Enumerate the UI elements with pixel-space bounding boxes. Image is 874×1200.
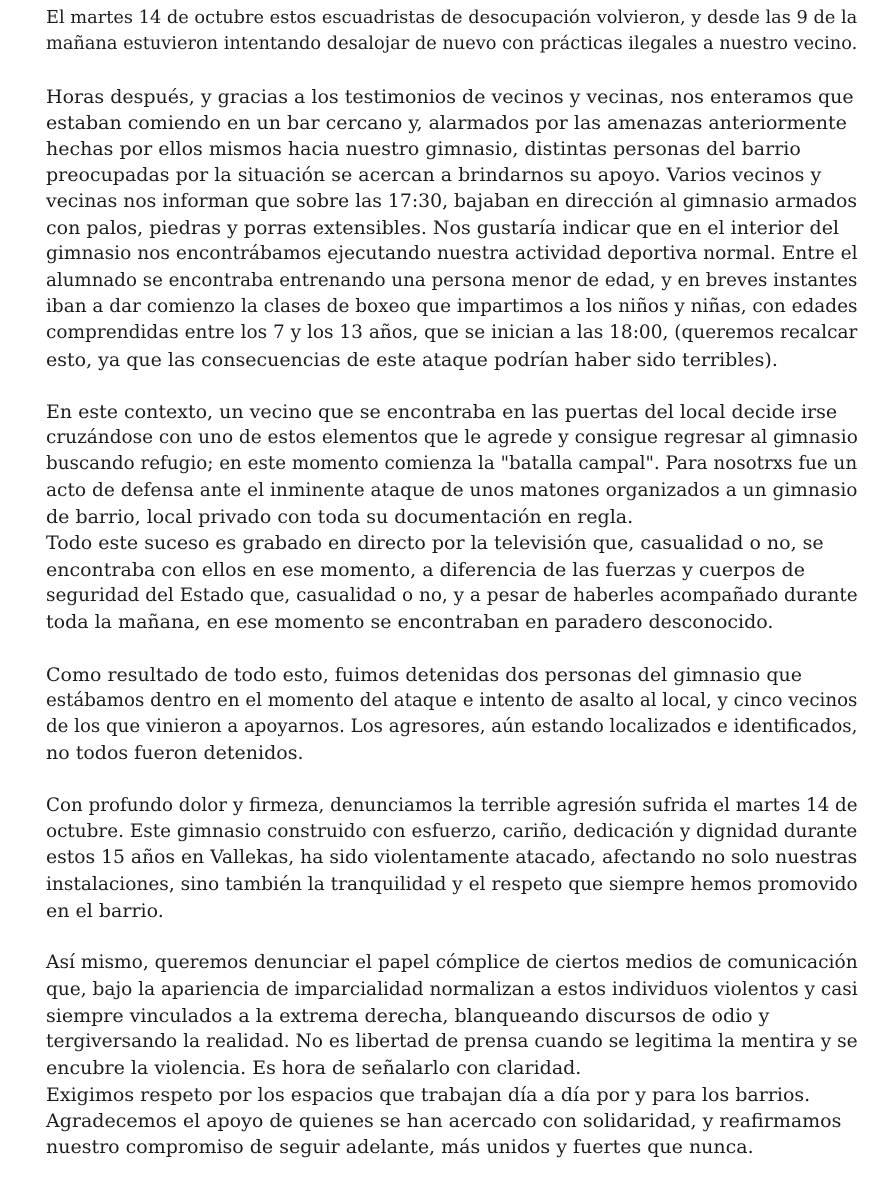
text-line: estábamos dentro en el momento del ataque e intento de asalto al local, y cinco vecinos [46, 689, 858, 711]
text-line: iban a dar comienzo la clases de boxeo que impartimos a los niños y niñas, con edades [46, 295, 858, 317]
paragraph-3 [46, 399, 862, 636]
text-line: Agradecemos el apoyo de quienes se han acercado con solidaridad, y reafirmamos [46, 1109, 842, 1132]
text-line: encubre la violencia. Es hora de señalarlo con claridad. [46, 1057, 582, 1080]
text-line: En este contexto, un vecino que se encontraba en las puertas del local decide irse [46, 400, 838, 423]
text-line: Como resultado de todo esto, fuimos detenidas dos personas del gimnasio que [46, 663, 802, 686]
text-line: encontraba con ellos en ese momento, a diferencia de las fuerzas y cuerpos de [46, 558, 805, 581]
paragraph-6 [46, 950, 862, 1160]
text-line: Horas después, y gracias a los testimonios de vecinos y vecinas, nos enteramos que [46, 85, 854, 108]
text-line: de barrio, local privado con toda su documentación en regla. [46, 506, 634, 529]
paragraph-4 [46, 662, 862, 767]
text-line: cruzándose con uno de estos elementos que le agrede y consigue regresar al gimnasio [46, 427, 858, 449]
text-line: nuestro compromiso de seguir adelante, más unidos y fuertes que nunca. [46, 1136, 754, 1159]
text-line: toda la mañana, en ese momento se encontraban en paradero desconocido. [46, 611, 774, 634]
text-line: mañana estuvieron intentando desalojar de nuevo con prácticas ilegales a nuestro vecino. [46, 34, 858, 55]
text-line: comprendidas entre los 7 y los 13 años, que se inician a las 18:00, (queremos recalcar [46, 322, 858, 344]
text-line: de los que vinieron a apoyarnos. Los agresores, aún estando localizados e identificados, [46, 716, 858, 738]
text-line: vecinas nos informan que sobre las 17:30, bajaban en dirección al gimnasio armados [46, 190, 857, 212]
text-line: buscando refugio; en este momento comienza la "batalla campal". Para nosotrxs fue un [46, 453, 858, 475]
text-line: acto de defensa ante el inminente ataque de unos matones organizados a un gimnasio [46, 479, 858, 501]
text-line: no todos fueron detenidos. [46, 742, 304, 765]
text-line: Así mismo, queremos denunciar el papel cómplice de ciertos medios de comunicación [46, 952, 858, 974]
text-line: en el barrio. [46, 899, 164, 922]
text-line: octubre. Este gimnasio construido con esfuerzo, cariño, dedicación y dignidad durante [46, 821, 858, 843]
text-line: siempre vinculados a la extrema derecha, blanqueando discursos de odio y [46, 1004, 770, 1027]
text-line: gimnasio nos encontrábamos ejecutando nuestra actividad deportiva normal. Entre el [46, 243, 858, 265]
text-line: estos 15 años en Vallekas, ha sido violentamente atacado, afectando no solo nuestras [46, 847, 858, 869]
text-line: tergiversando la realidad. No es libertad de prensa cuando se legitima la mentira y se [46, 1031, 858, 1053]
text-line: con palos, piedras y porras extensibles. Nos gustaría indicar que en el interior del [46, 217, 840, 240]
text-line: estaban comiendo en un bar cercano y, alarmados por las amenazas anteriormente [46, 111, 847, 134]
text-line: El martes 14 de octubre estos escuadristas de desocupación volvieron, y desde las 9 de la [46, 8, 858, 28]
text-line: instalaciones, sino también la tranquilidad y el respeto que siempre hemos promovido [46, 873, 858, 895]
text-line: preocupadas por la situación se acercan a brindarnos su apoyo. Varios vecinos y [46, 164, 822, 187]
text-line: alumnado se encontraba entrenando una persona menor de edad, y en breves instantes [46, 269, 858, 291]
text-line: que, bajo la apariencia de imparcialidad normalizan a estos individuos violentos y casi [46, 978, 858, 1000]
text-line: Todo este suceso es grabado en directo por la televisión que, casualidad o no, se [46, 532, 824, 555]
paragraph-1 [46, 5, 862, 58]
paragraph-5 [46, 793, 862, 924]
text-line: Con profundo dolor y firmeza, denunciamos la terrible agresión sufrida el martes 14 de [46, 794, 858, 816]
text-line: Exigimos respeto por los espacios que trabajan día a día por y para los barrios. [46, 1083, 811, 1106]
text-line: seguridad del Estado que, casualidad o no, y a pesar de haberles acompañado durante [46, 584, 858, 606]
paragraph-2 [46, 84, 862, 373]
text-line: hechas por ellos mismos hacia nuestro gimnasio, distintas personas del barrio [46, 138, 801, 161]
text-line: esto, ya que las consecuencias de este ataque podrían haber sido terribles). [46, 348, 778, 371]
